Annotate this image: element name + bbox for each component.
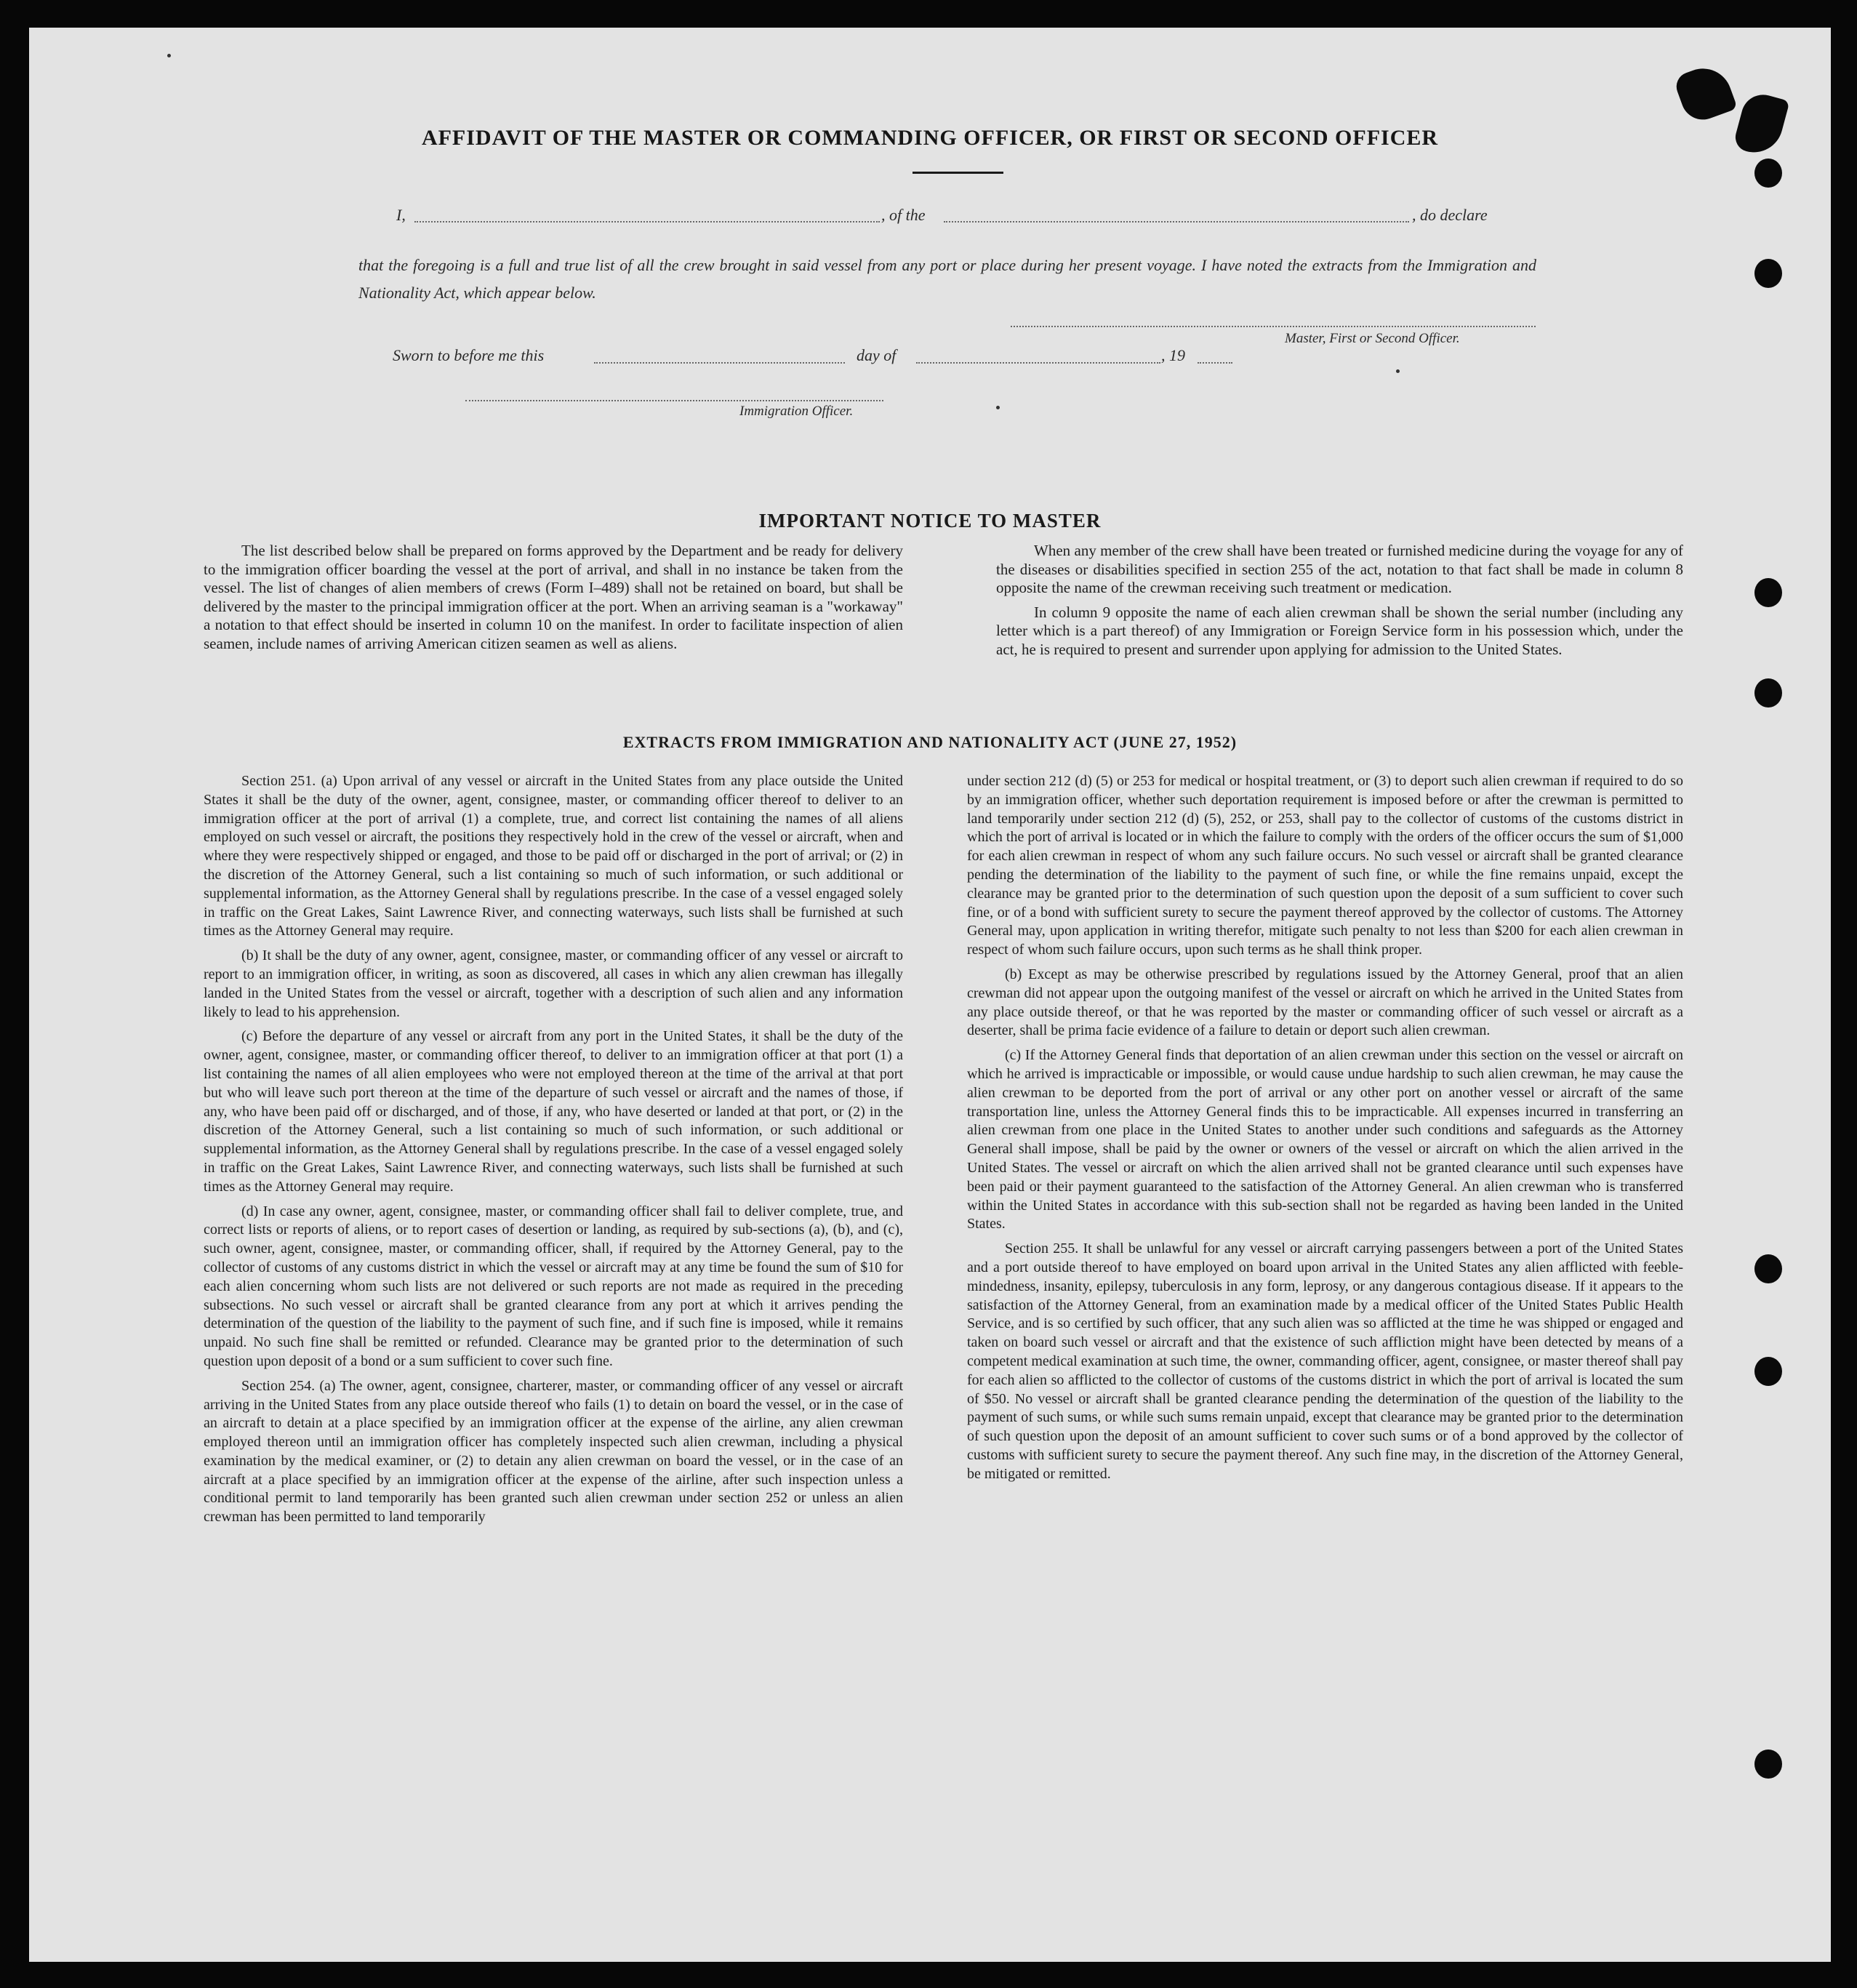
sworn-year-blank [1198, 362, 1232, 364]
section-251-c: (c) Before the departure of any vessel or aircraft from any port in the United States, it shall be the duty of the owner, agent, consignee, master, or commanding officer thereof, to deliver to an immigration officer at that port (1) a list containing the names of all alien employees who were not employed thereon at the time of the arrival at that port but who will leave such port thereon at the time of the departure of such vessel or aircraft and the names of those, if any, who have been paid off or discharged, and of those, if any, who have deserted or landed at that port, or (2) in the discretion of the Attorney General, such a list containing so much of such information, or such additional or supplemental information, as the Attorney General shall by regulations prescribe. In the case of a vessel engaged solely in traffic on the Great Lakes, Saint Lawrence River, and connecting waterways, such lists shall be furnished at such times as the Attorney General may require. [204, 1028, 903, 1195]
extracts-title: EXTRACTS FROM IMMIGRATION AND NATIONALITY ACT (JUNE 27, 1952) [622, 733, 1238, 751]
notice-paragraph: When any member of the crew shall have been treated or furnished medicine during the voyage for any of the diseases or disabilities specified in section 255 of the act, notation to that fact shall be made in column 8 opposite the name of the crewman receiving such treatment or medication. [996, 542, 1683, 596]
extracts-left-column [204, 772, 903, 1527]
master-signature-line [1011, 326, 1536, 327]
punch-hole [1754, 1749, 1782, 1779]
section-251-d: (d) In case any owner, agent, consignee, master, or commanding officer shall fail to deliver complete, true, and correct lists or reports of aliens, or to report cases of desertion or landing, as required by sub-sections (a), (b), and (c), such owner, agent, consignee, master, or commanding officer, shall, if required by the Attorney General, pay to the collector of customs of any customs district in which the vessel or aircraft may at any time be found the sum of $10 for each alien concerning whom such lists are not delivered or such reports are not made as required in the preceding subsections. No such vessel or aircraft shall be granted clearance from any port at which it arrives pending the determination of the question of the liability to the payment of such fine, and if such fine is imposed, while it remains unpaid. No such fine shall be remitted or refunded. Clearance may be granted prior to the determination of such question upon deposit of a bond or a sum sufficient to cover such fine. [204, 1203, 903, 1369]
do-declare-text: , do declare [1412, 206, 1488, 224]
section-254-c: (c) If the Attorney General finds that deportation of an alien crewman under this section on the vessel or aircraft on which he arrived is impracticable or impossible, or would cause undue hardship to such alien crewman, he may cause the alien crewman to be deported from the port of arrival or any other port on another vessel or aircraft of the same transportation line, unless the Attorney General finds this to be impracticable. All expenses incurred in transferring an alien crewman from one place in the United States to another under such conditions and safeguards as the Attorney General shall impose, shall be paid by the owner or owners of the vessel or aircraft on which the alien arrived in the United States. The vessel or aircraft on which the alien arrived shall not be granted clearance until such expenses have been paid or their payment guaranteed to the satisfaction of the Attorney General. An alien crewman who is transferred within the United States in accordance with this sub-section shall not be regarded as having been landed in the United States. [967, 1047, 1683, 1233]
section-255: Section 255. It shall be unlawful for any vessel or aircraft carrying passengers between a port of the United States and a port outside thereof to have employed on board upon arrival in the United States any alien afflicted with feeble-mindedness, insanity, epilepsy, tuberculosis in any form, leprosy, or any dangerous contagious disease. If it appears to the satisfaction of the Attorney General, from an examination made by a medical officer of the United States Public Health Service, and is so certified by such officer, that any such alien was so afflicted at the time he was shipped or engaged and taken on board such vessel or aircraft and that the existence of such affliction might have been detected by means of a competent medical examination at such time, the owner, commanding officer, agent, consignee, or master thereof shall pay for each alien so afflicted to the collector of customs of the customs district in which the port of arrival is located the sum of $50. No vessel or aircraft shall be granted clearance pending the determination of the question of the liability to the payment of such sums, or while such sums remain unpaid, except that clearance may be granted prior to the determination of such question upon the deposit of an amount sufficient to cover such sums or of a bond approved by the collector of customs with sufficient surety to secure the payment thereof. Any such fine may, in the discretion of the Attorney General, be mitigated or remitted. [967, 1241, 1683, 1482]
sworn-date-blank [594, 362, 845, 364]
sworn-text: Sworn to before me this [393, 346, 545, 364]
extracts-right-column [967, 772, 1683, 1483]
sworn-month-blank [916, 362, 1160, 364]
punch-hole [1754, 259, 1782, 288]
punch-hole [1754, 1254, 1782, 1283]
document-page [29, 28, 1831, 1962]
declaration-body: that the foregoing is a full and true list of all the crew brought in said vessel from any port or place during her present voyage. I have noted the extracts from the Immigration and Nationality Act, which appear below. [358, 256, 1536, 302]
ink-speck [1396, 369, 1400, 373]
title-divider [913, 172, 1003, 174]
section-251-a: Section 251. (a) Upon arrival of any vessel or aircraft in the United States from any place outside the United States it shall be the duty of the owner, agent, consignee, master, or commanding officer thereof to deliver to an immigration officer at the port of arrival (1) a complete, true, and correct list containing the names of all aliens employed on such vessel or aircraft, the positions they respectively hold in the crew of the vessel or aircraft, when and where they were respectively shipped or engaged, and those to be paid off or discharged in the port of arrival; or (2) in the discretion of the Attorney General, such a list containing so much of such information, or such additional or supplemental information, as the Attorney General shall by regulations prescribe. In the case of a vessel engaged solely in traffic on the Great Lakes, Saint Lawrence River, and connecting waterways, such lists shall be furnished at such times as the Attorney General may require. [204, 773, 903, 939]
notice-right-column [996, 542, 1683, 659]
declarant-name-blank [414, 221, 880, 223]
master-signature-label: Master, First or Second Officer. [1285, 331, 1460, 346]
declarant-of-the: , of the [881, 206, 926, 224]
officer-signature-label: Immigration Officer. [739, 404, 854, 419]
affidavit-title: AFFIDAVIT OF THE MASTER OR COMMANDING OFFICER, OR FIRST OR SECOND OFFICER [421, 126, 1439, 150]
notice-title: IMPORTANT NOTICE TO MASTER [758, 510, 1102, 532]
punch-hole [1754, 1357, 1782, 1386]
notice-paragraph: The list described below shall be prepared on forms approved by the Department and be ready for delivery to the immigration officer boarding the vessel at the port of arrival, and shall in no instance be taken from the vessel. The list of changes of alien members of crews (Form I–489) shall not be retained on board, but shall be delivered by the master to the principal immigration officer at the port. When an arriving seaman is a "workaway" a notation to that effect should be inserted in column 10 on the manifest. In order to facilitate inspection of alien seamen, include names of arriving American citizen seamen as well as aliens. [204, 542, 903, 652]
punch-hole [1754, 159, 1782, 188]
ink-speck [996, 406, 1000, 409]
notice-paragraph: In column 9 opposite the name of each alien crewman shall be shown the serial number (including any letter which is a part thereof) of any Immigration or Foreign Service form in his possession which, under the act, he is required to present and surrender upon applying for admission to the United States. [996, 603, 1683, 658]
section-251-b: (b) It shall be the duty of any owner, agent, consignee, master, or commanding officer of any vessel or aircraft to report to an immigration officer, in writing, as soon as discovered, all cases in which any alien crewman has illegally landed in the United States from the vessel or aircraft, together with a description of such alien and any information likely to lead to his apprehension. [204, 947, 903, 1020]
declarant-prefix: I, [396, 206, 406, 224]
ink-speck [167, 54, 171, 57]
section-254-b: (b) Except as may be otherwise prescribed by regulations issued by the Attorney General, proof that an alien crewman did not appear upon the outgoing manifest of the vessel or aircraft on which he arrived in the United States from any place outside thereof, or that he was reported by the master or commanding officer of such vessel or aircraft as a deserter, shall be prima facie evidence of a failure to detain or deport such alien crewman. [967, 966, 1683, 1039]
year-prefix: , 19 [1161, 346, 1185, 364]
section-254-a: Section 254. (a) The owner, agent, consignee, charterer, master, or commanding officer of any vessel or aircraft arriving in the United States from any place outside thereof who fails (1) to detain on board the vessel, or in the case of an aircraft to detain at a place specified by an immigration officer at the expense of the airline, any alien crewman employed thereon until an immigration officer has completely inspected such alien crewman, including a physical examination by the medical examiner, or (2) to detain any alien crewman on board the vessel, or in the case of an aircraft at a place specified by an immigration officer at the expense of the airline, after such inspection unless a conditional permit to land temporarily has been granted such alien crewman under section 252 or unless an alien crewman has been permitted to land temporarily [204, 1377, 903, 1526]
section-254-a-continued: under section 212 (d) (5) or 253 for medical or hospital treatment, or (3) to deport such alien crewman if required to do so by an immigration officer, whether such deportation requirement is imposed before or after the crewman is permitted to land temporarily under section 212 (d) (5), 252, or 253, shall pay to the collector of customs of the customs district in which the port of arrival is located or in which the failure to comply with the orders of the officer occurs the sum of $1,000 for each alien crewman in respect of whom any such failure occurs. No such vessel or aircraft shall be granted clearance pending the determination of the liability to the payment of such fine, or while the fine remains unpaid, except the clearance may be granted prior to the determination of such question upon the deposit of a sum sufficient to cover such fine, or of a bond with sufficient surety to secure the payment thereof approved by the collector of customs. The Attorney General may, upon application in writing therefor, mitigate such penalty to not less than $200 for each alien crewman in respect of whom such failure occurs, upon such terms as he shall think proper. [967, 773, 1683, 958]
punch-hole [1754, 578, 1782, 607]
day-of-text: day of [857, 346, 897, 364]
torn-corner-mark [1672, 60, 1738, 126]
notice-left-column [204, 542, 903, 653]
officer-signature-line [465, 400, 883, 401]
vessel-name-blank [944, 221, 1409, 223]
punch-hole [1754, 678, 1782, 708]
